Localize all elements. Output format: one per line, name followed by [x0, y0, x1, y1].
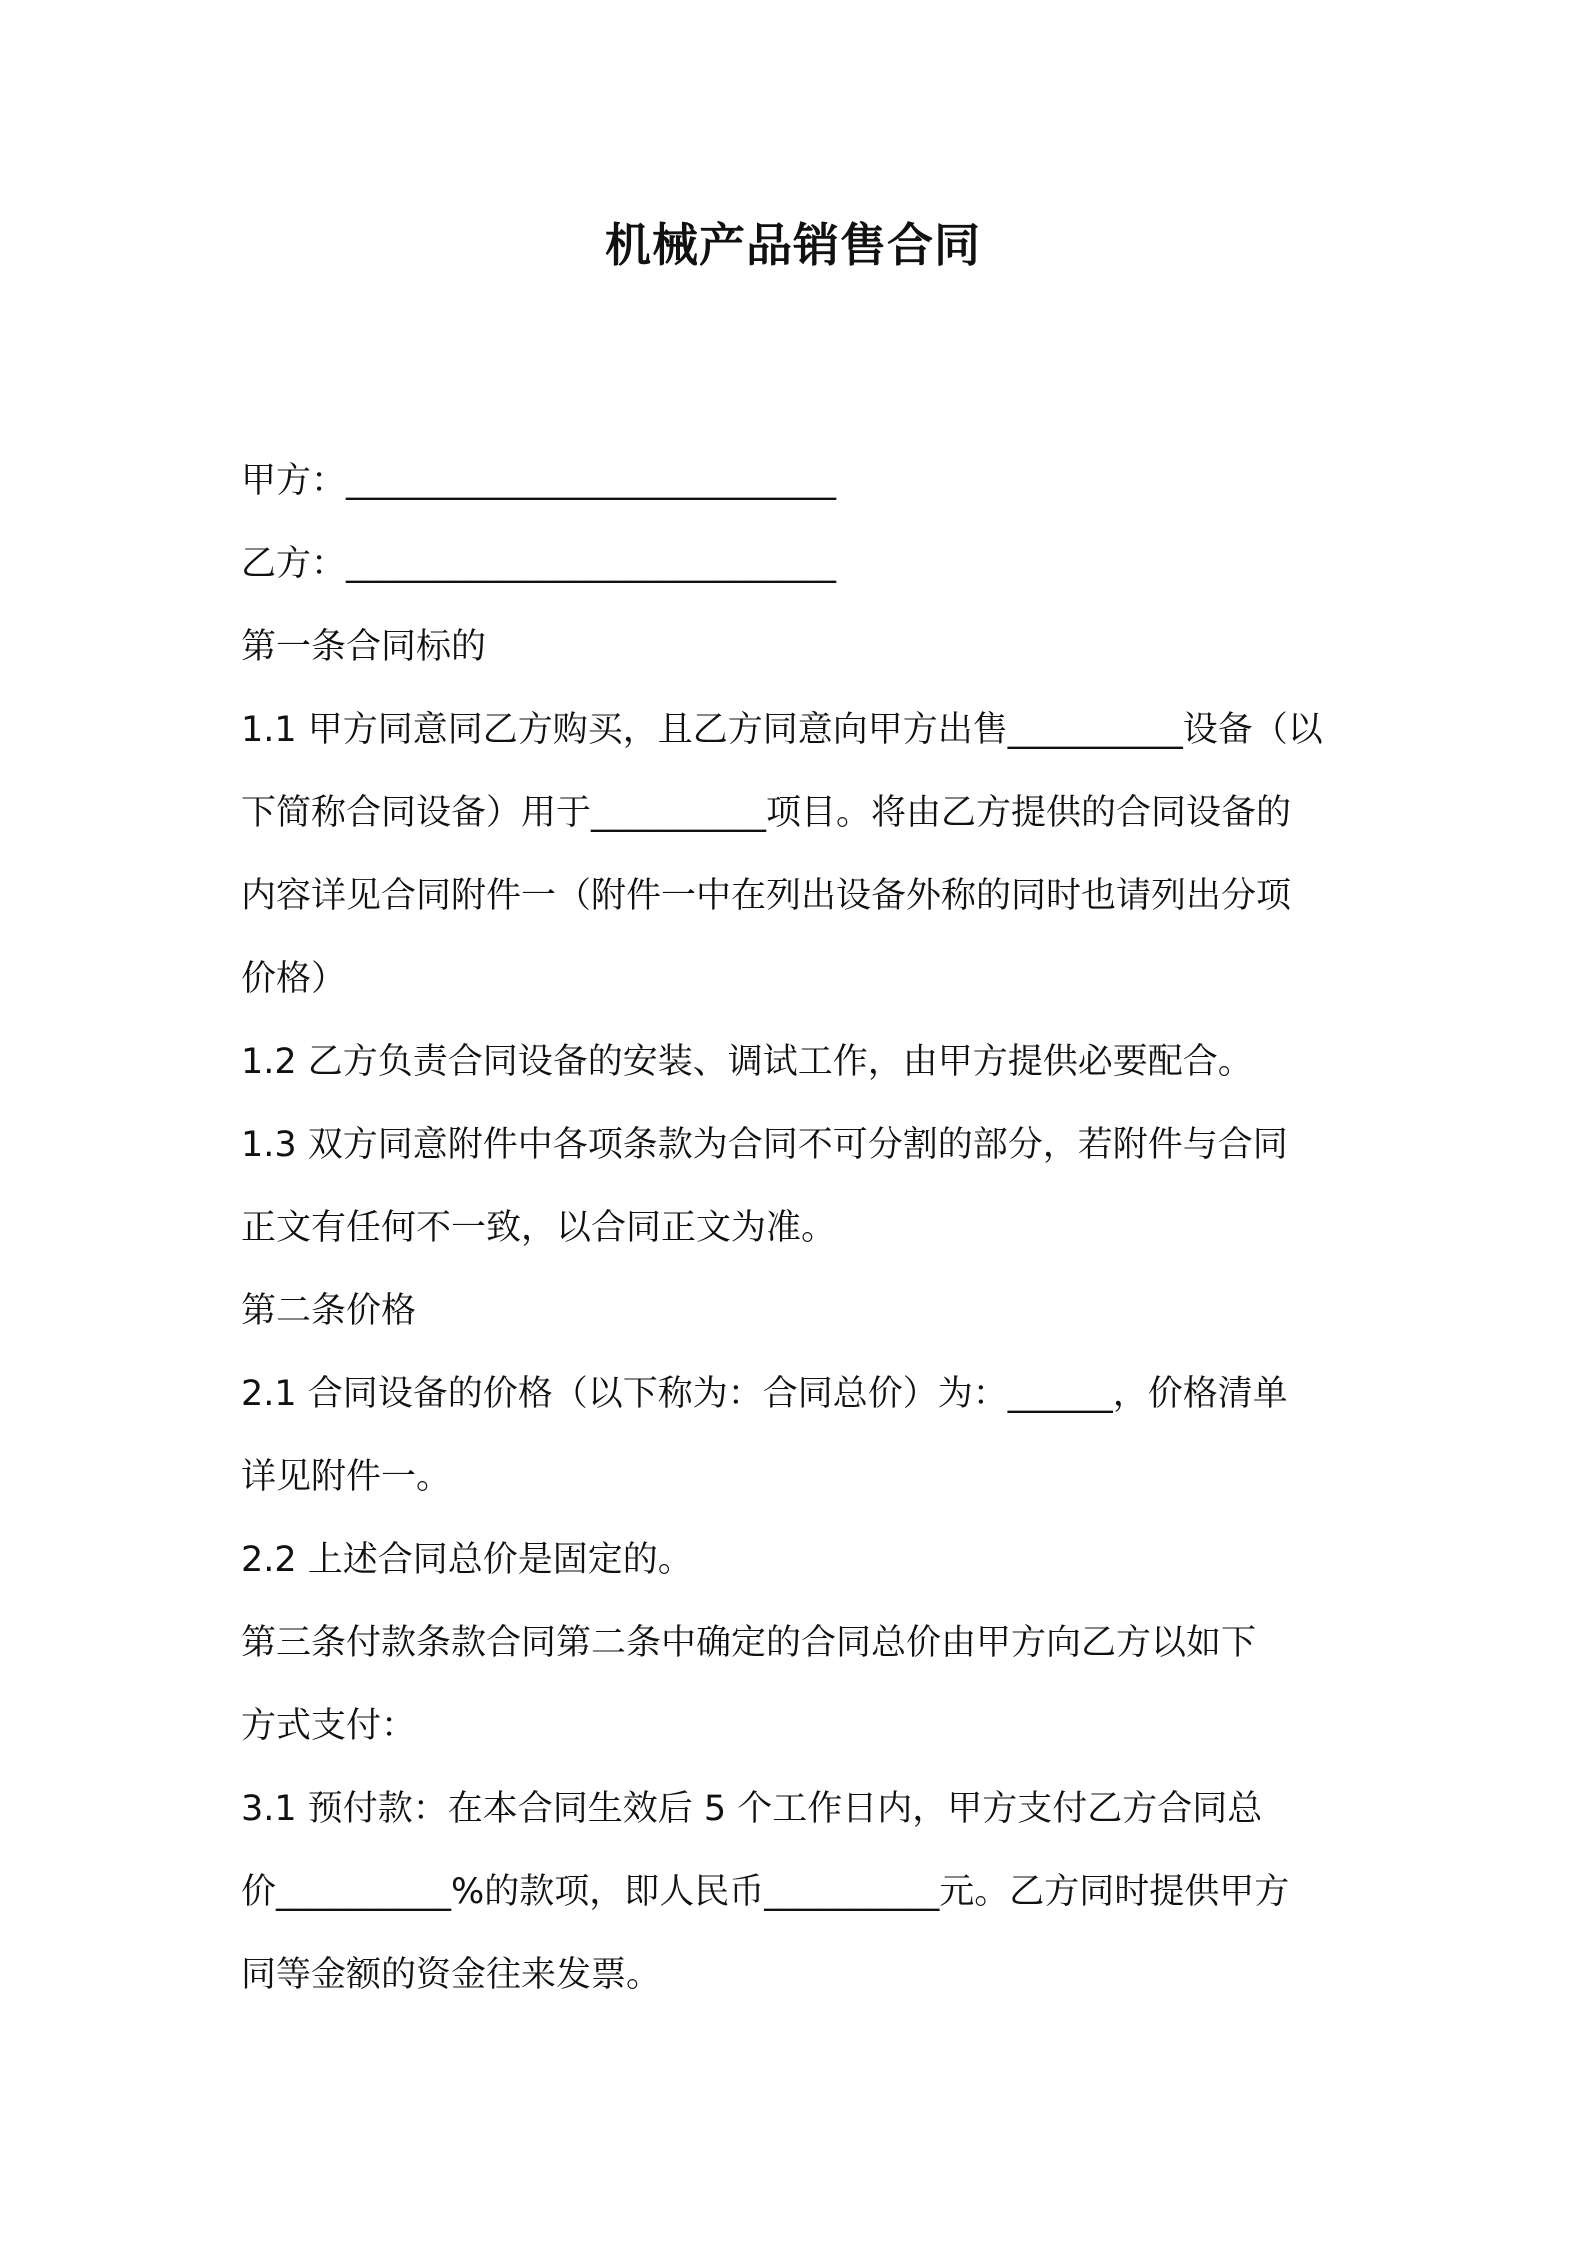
document-title: 机械产品销售合同: [605, 218, 981, 272]
clause-3-1-line-3: 同等金额的资金往来发票。: [241, 1955, 662, 1995]
clause-2-1-line-2: 详见附件一。: [241, 1457, 452, 1497]
article-3-line-2: 方式支付：: [241, 1706, 417, 1746]
clause-3-1-line-2: 价__________%的款项，即人民币__________元。乙方同时提供甲方: [241, 1872, 1290, 1912]
clause-1-1-line-1: 1.1 甲方同意同乙方购买，且乙方同意向甲方出售__________设备（以: [241, 710, 1323, 750]
clause-1-1-line-4: 价格）: [241, 959, 347, 999]
clause-2-2: 2.2 上述合同总价是固定的。: [241, 1540, 693, 1580]
contract-body: [241, 440, 1361, 2017]
clause-1-1-line-3: 内容详见合同附件一（附件一中在列出设备外称的同时也请列出分项: [241, 876, 1292, 916]
article-2-heading: 第二条价格: [241, 1291, 417, 1331]
clause-1-3-line-1: 1.3 双方同意附件中各项条款为合同不可分割的部分，若附件与合同: [241, 1125, 1288, 1165]
article-1-heading: 第一条合同标的: [241, 627, 487, 667]
party-a-line: 甲方：____________________________: [241, 461, 837, 501]
party-b-line: 乙方：____________________________: [241, 544, 837, 584]
clause-1-3-line-2: 正文有任何不一致，以合同正文为准。: [241, 1208, 837, 1248]
clause-1-2: 1.2 乙方负责合同设备的安装、调试工作，由甲方提供必要配合。: [241, 1042, 1253, 1082]
clause-2-1-line-1: 2.1 合同设备的价格（以下称为：合同总价）为：______，价格清单: [241, 1374, 1288, 1414]
clause-1-1-line-2: 下简称合同设备）用于__________项目。将由乙方提供的合同设备的: [241, 793, 1292, 833]
clause-3-1-line-1: 3.1 预付款：在本合同生效后 5 个工作日内，甲方支付乙方合同总: [241, 1789, 1263, 1829]
article-3-line-1: 第三条付款条款合同第二条中确定的合同总价由甲方向乙方以如下: [241, 1623, 1257, 1663]
